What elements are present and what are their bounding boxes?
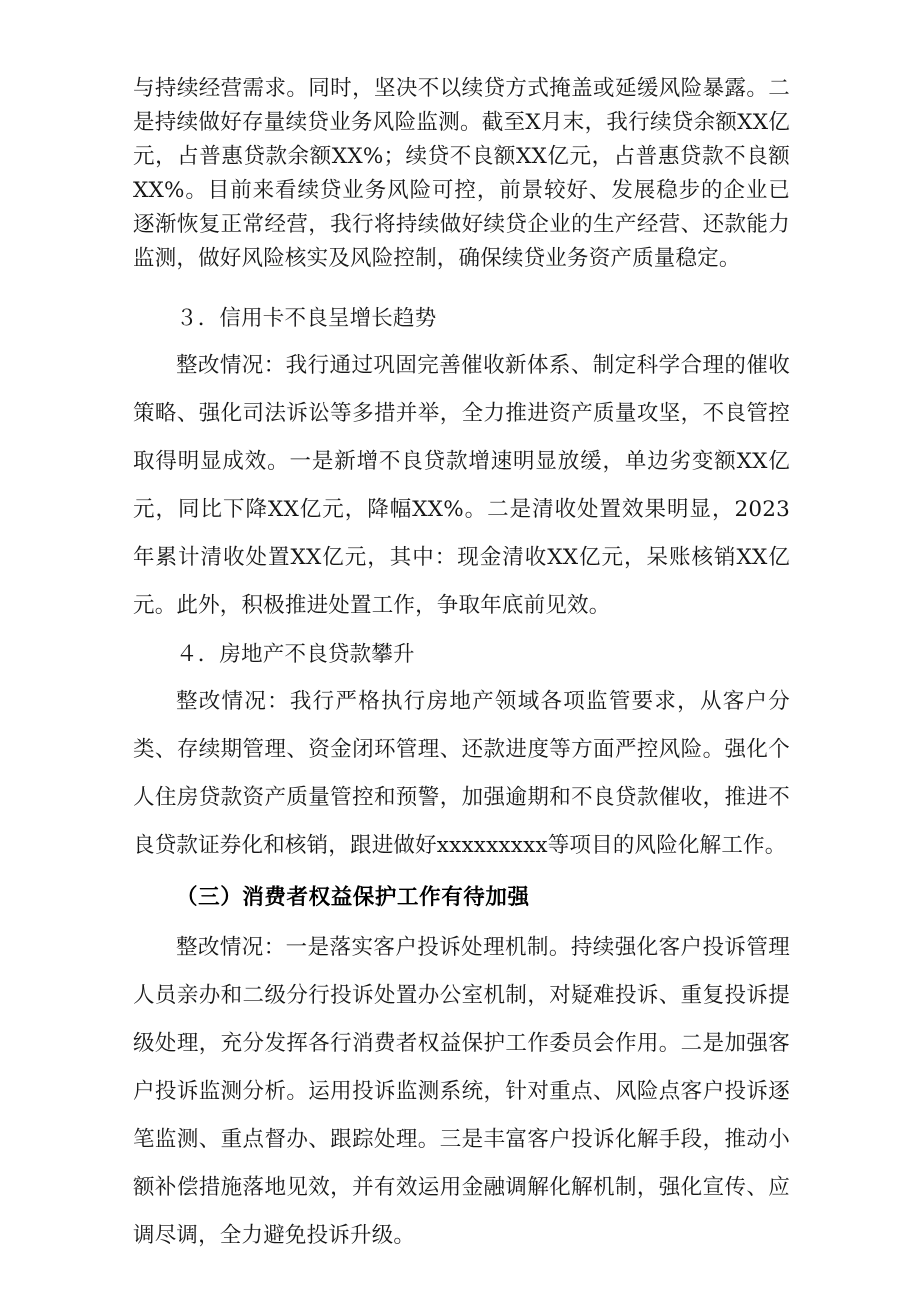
sub-heading-credit-card-npl: ３．信用卡不良呈增长趋势 [176, 306, 437, 331]
sub-heading-real-estate-npl: ４．房地产不良贷款攀升 [176, 642, 415, 667]
document-body [133, 72, 790, 1260]
paragraph-real-estate-npl: 整改情况：我行严格执行房地产领域各项监管要求，从客户分类、存续期管理、资金闭环管理、还款进度等方面严控风险。强化个人住房贷款资产质量管控和预警，加强逾期和不良贷款催收，推进不良贷款证券化和核销，跟进做好xxxxxxxxx等项目的风险化解工作。 [133, 689, 790, 858]
paragraph-consumer-rights: 整改情况：一是落实客户投诉处理机制。持续强化客户投诉管理人员亲办和二级分行投诉处置办公室机制，对疑难投诉、重复投诉提级处理，充分发挥各行消费者权益保护工作委员会作用。二是加强客户投诉监测分析。运用投诉监测系统，针对重点、风险点客户投诉逐笔监测、重点督办、跟踪处理。三是丰富客户投诉化解手段，推动小额补偿措施落地见效，并有效运用金融调解化解机制，强化宣传、应调尽调，全力避免投诉升级。 [133, 935, 790, 1248]
continuation-paragraph: 与持续经营需求。同时，坚决不以续贷方式掩盖或延缓风险暴露。二是持续做好存量续贷业务风险监测。截至X月末，我行续贷余额XX亿元，占普惠贷款余额XX%；续贷不良额XX亿元，占普惠贷款不良额XX%。目前来看续贷业务风险可控，前景较好、发展稳步的企业已逐渐恢复正常经营，我行将持续做好续贷企业的生产经营、还款能力监测，做好风险核实及风险控制，确保续贷业务资产质量稳定。 [133, 76, 790, 271]
section-heading-consumer-rights: （三）消费者权益保护工作有待加强 [176, 885, 530, 910]
paragraph-credit-card-npl: 整改情况：我行通过巩固完善催收新体系、制定科学合理的催收策略、强化司法诉讼等多措并举，全力推进资产质量攻坚，不良管控取得明显成效。一是新增不良贷款增速明显放缓，单边劣变额XX亿元，同比下降XX亿元，降幅XX%。二是清收处置效果明显，2023年累计清收处置XX亿元，其中：现金清收XX亿元，呆账核销XX亿元。此外，积极推进处置工作，争取年底前见效。 [133, 353, 790, 618]
